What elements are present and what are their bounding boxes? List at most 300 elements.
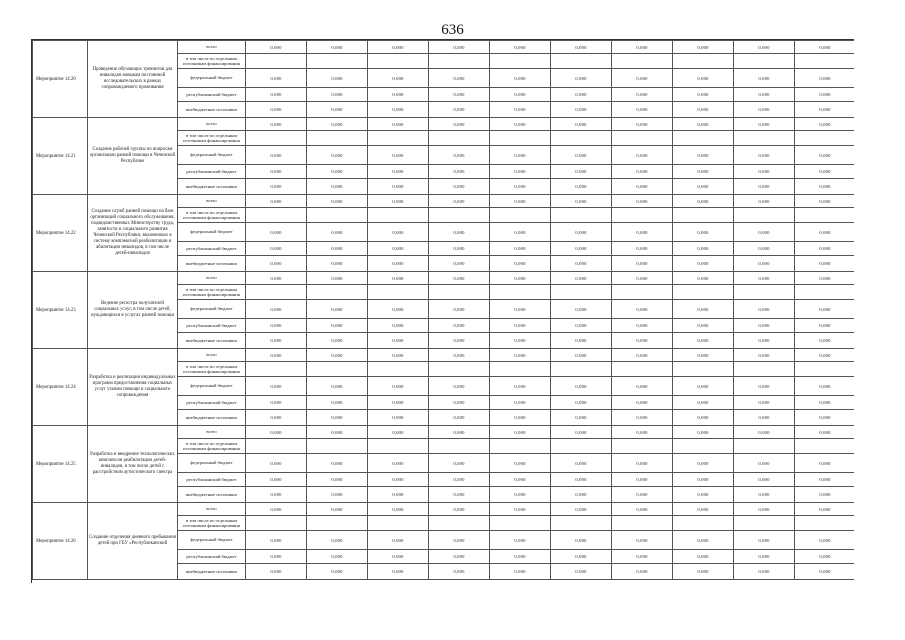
amount-cell: 0,000 bbox=[490, 550, 551, 564]
amount-cell: 0,000 bbox=[612, 503, 673, 516]
amount-cell bbox=[307, 439, 368, 454]
amount-cell bbox=[490, 131, 551, 146]
amount-cell: 0,000 bbox=[612, 179, 673, 195]
funding-source: внебюджетные источники bbox=[178, 564, 246, 580]
funding-source: федеральный бюджет bbox=[178, 377, 246, 396]
amount-cell: 0,000 bbox=[307, 396, 368, 410]
table-row bbox=[33, 195, 855, 208]
amount-cell: 0,000 bbox=[612, 487, 673, 503]
amount-cell: 0,000 bbox=[795, 256, 855, 272]
amount-cell: 0,000 bbox=[368, 349, 429, 362]
amount-cell: 0,000 bbox=[612, 242, 673, 256]
amount-cell: 0,000 bbox=[490, 396, 551, 410]
amount-cell bbox=[551, 362, 612, 377]
amount-cell: 0,000 bbox=[307, 319, 368, 333]
amount-cell: 0,000 bbox=[368, 396, 429, 410]
amount-cell: 0,000 bbox=[795, 88, 855, 102]
amount-cell: 0,000 bbox=[368, 319, 429, 333]
amount-cell: 0,000 bbox=[612, 396, 673, 410]
amount-cell bbox=[307, 362, 368, 377]
amount-cell: 0,000 bbox=[429, 146, 490, 165]
amount-cell bbox=[429, 54, 490, 69]
amount-cell bbox=[551, 285, 612, 300]
amount-cell: 0,000 bbox=[734, 377, 795, 396]
amount-cell: 0,000 bbox=[307, 410, 368, 426]
amount-cell bbox=[795, 439, 855, 454]
amount-cell: 0,000 bbox=[490, 319, 551, 333]
amount-cell: 0,000 bbox=[490, 242, 551, 256]
funding-source: республиканский бюджет bbox=[178, 88, 246, 102]
funding-source: республиканский бюджет bbox=[178, 550, 246, 564]
amount-cell: 0,000 bbox=[673, 242, 734, 256]
amount-cell bbox=[490, 208, 551, 223]
measure-code: Мероприятие 14.25 bbox=[33, 426, 88, 503]
amount-cell: 0,000 bbox=[551, 333, 612, 349]
amount-cell: 0,000 bbox=[551, 396, 612, 410]
amount-cell: 0,000 bbox=[490, 88, 551, 102]
amount-cell: 0,000 bbox=[246, 396, 307, 410]
amount-cell bbox=[673, 54, 734, 69]
measure-description: Создание служб ранней помощи на базе организаций социального обслуживания, подведомственных Министерству труда, занятости и социального развития Чеченской Республики, включенных в систему комплексной реабилитации и абилитации инвалидов, в том числе детей-инвалидов bbox=[88, 195, 178, 272]
amount-cell: 0,000 bbox=[673, 426, 734, 439]
amount-cell: 0,000 bbox=[795, 242, 855, 256]
amount-cell: 0,000 bbox=[490, 377, 551, 396]
page-number: 636 bbox=[441, 22, 464, 38]
amount-cell: 0,000 bbox=[429, 165, 490, 179]
amount-cell: 0,000 bbox=[307, 69, 368, 88]
amount-cell: 0,000 bbox=[551, 88, 612, 102]
amount-cell: 0,000 bbox=[307, 179, 368, 195]
amount-cell bbox=[612, 54, 673, 69]
amount-cell: 0,000 bbox=[429, 118, 490, 131]
amount-cell: 0,000 bbox=[673, 396, 734, 410]
table-row bbox=[33, 426, 855, 439]
amount-cell: 0,000 bbox=[368, 272, 429, 285]
amount-cell: 0,000 bbox=[734, 473, 795, 487]
amount-cell: 0,000 bbox=[429, 550, 490, 564]
amount-cell: 0,000 bbox=[734, 88, 795, 102]
amount-cell: 0,000 bbox=[490, 69, 551, 88]
amount-cell: 0,000 bbox=[307, 473, 368, 487]
amount-cell: 0,000 bbox=[612, 300, 673, 319]
amount-cell: 0,000 bbox=[368, 165, 429, 179]
amount-cell: 0,000 bbox=[734, 487, 795, 503]
amount-cell: 0,000 bbox=[673, 487, 734, 503]
amount-cell bbox=[612, 285, 673, 300]
amount-cell bbox=[246, 439, 307, 454]
amount-cell: 0,000 bbox=[612, 41, 673, 54]
amount-cell: 0,000 bbox=[734, 550, 795, 564]
funding-source: в том числе по отдельным источникам финансирования bbox=[178, 54, 246, 69]
amount-cell: 0,000 bbox=[551, 223, 612, 242]
amount-cell: 0,000 bbox=[551, 179, 612, 195]
amount-cell: 0,000 bbox=[551, 300, 612, 319]
amount-cell: 0,000 bbox=[734, 165, 795, 179]
table-row bbox=[33, 503, 855, 516]
table-row bbox=[33, 41, 855, 54]
funding-source: в том числе по отдельным источникам финансирования bbox=[178, 439, 246, 454]
amount-cell: 0,000 bbox=[734, 102, 795, 118]
funding-source: всего bbox=[178, 503, 246, 516]
amount-cell: 0,000 bbox=[673, 256, 734, 272]
amount-cell bbox=[368, 54, 429, 69]
amount-cell: 0,000 bbox=[307, 41, 368, 54]
amount-cell: 0,000 bbox=[673, 377, 734, 396]
amount-cell: 0,000 bbox=[246, 410, 307, 426]
amount-cell: 0,000 bbox=[734, 564, 795, 580]
funding-source: в том числе по отдельным источникам финансирования bbox=[178, 131, 246, 146]
amount-cell: 0,000 bbox=[673, 333, 734, 349]
amount-cell: 0,000 bbox=[734, 41, 795, 54]
amount-cell: 0,000 bbox=[368, 195, 429, 208]
amount-cell: 0,000 bbox=[307, 531, 368, 550]
amount-cell: 0,000 bbox=[368, 473, 429, 487]
amount-cell: 0,000 bbox=[368, 454, 429, 473]
amount-cell: 0,000 bbox=[429, 473, 490, 487]
amount-cell: 0,000 bbox=[795, 426, 855, 439]
amount-cell: 0,000 bbox=[368, 333, 429, 349]
amount-cell: 0,000 bbox=[612, 531, 673, 550]
amount-cell bbox=[612, 362, 673, 377]
amount-cell: 0,000 bbox=[490, 223, 551, 242]
amount-cell: 0,000 bbox=[673, 503, 734, 516]
amount-cell: 0,000 bbox=[551, 118, 612, 131]
amount-cell: 0,000 bbox=[795, 118, 855, 131]
amount-cell: 0,000 bbox=[795, 349, 855, 362]
funding-source: федеральный бюджет bbox=[178, 69, 246, 88]
amount-cell: 0,000 bbox=[490, 454, 551, 473]
amount-cell: 0,000 bbox=[673, 300, 734, 319]
amount-cell: 0,000 bbox=[795, 223, 855, 242]
amount-cell: 0,000 bbox=[795, 473, 855, 487]
amount-cell: 0,000 bbox=[246, 377, 307, 396]
amount-cell: 0,000 bbox=[612, 165, 673, 179]
funding-source: республиканский бюджет bbox=[178, 319, 246, 333]
amount-cell: 0,000 bbox=[307, 503, 368, 516]
budget-table bbox=[32, 40, 854, 580]
amount-cell: 0,000 bbox=[551, 195, 612, 208]
amount-cell: 0,000 bbox=[490, 473, 551, 487]
funding-source: внебюджетные источники bbox=[178, 102, 246, 118]
amount-cell bbox=[490, 285, 551, 300]
amount-cell: 0,000 bbox=[246, 256, 307, 272]
amount-cell bbox=[490, 362, 551, 377]
amount-cell: 0,000 bbox=[429, 349, 490, 362]
amount-cell: 0,000 bbox=[673, 165, 734, 179]
amount-cell: 0,000 bbox=[673, 272, 734, 285]
amount-cell: 0,000 bbox=[429, 410, 490, 426]
amount-cell: 0,000 bbox=[795, 41, 855, 54]
amount-cell: 0,000 bbox=[673, 102, 734, 118]
table-row bbox=[33, 118, 855, 131]
funding-source: внебюджетные источники bbox=[178, 487, 246, 503]
amount-cell: 0,000 bbox=[368, 88, 429, 102]
amount-cell: 0,000 bbox=[795, 102, 855, 118]
amount-cell: 0,000 bbox=[307, 564, 368, 580]
amount-cell: 0,000 bbox=[368, 487, 429, 503]
amount-cell bbox=[551, 54, 612, 69]
funding-source: республиканский бюджет bbox=[178, 165, 246, 179]
amount-cell bbox=[246, 131, 307, 146]
amount-cell bbox=[429, 516, 490, 531]
amount-cell: 0,000 bbox=[551, 242, 612, 256]
amount-cell: 0,000 bbox=[307, 223, 368, 242]
amount-cell: 0,000 bbox=[673, 454, 734, 473]
amount-cell: 0,000 bbox=[551, 272, 612, 285]
amount-cell: 0,000 bbox=[429, 102, 490, 118]
amount-cell: 0,000 bbox=[490, 349, 551, 362]
amount-cell: 0,000 bbox=[307, 454, 368, 473]
amount-cell: 0,000 bbox=[551, 146, 612, 165]
amount-cell: 0,000 bbox=[612, 473, 673, 487]
amount-cell: 0,000 bbox=[246, 165, 307, 179]
funding-source: всего bbox=[178, 195, 246, 208]
amount-cell: 0,000 bbox=[734, 333, 795, 349]
amount-cell bbox=[551, 439, 612, 454]
amount-cell: 0,000 bbox=[673, 410, 734, 426]
amount-cell: 0,000 bbox=[795, 179, 855, 195]
amount-cell: 0,000 bbox=[795, 165, 855, 179]
funding-source: в том числе по отдельным источникам финансирования bbox=[178, 285, 246, 300]
amount-cell: 0,000 bbox=[734, 256, 795, 272]
funding-source: федеральный бюджет bbox=[178, 146, 246, 165]
amount-cell: 0,000 bbox=[246, 300, 307, 319]
amount-cell: 0,000 bbox=[368, 503, 429, 516]
amount-cell bbox=[429, 362, 490, 377]
amount-cell: 0,000 bbox=[246, 179, 307, 195]
amount-cell: 0,000 bbox=[307, 377, 368, 396]
amount-cell: 0,000 bbox=[551, 256, 612, 272]
amount-cell: 0,000 bbox=[612, 69, 673, 88]
amount-cell: 0,000 bbox=[490, 272, 551, 285]
amount-cell: 0,000 bbox=[490, 195, 551, 208]
funding-source: республиканский бюджет bbox=[178, 473, 246, 487]
amount-cell: 0,000 bbox=[307, 102, 368, 118]
amount-cell bbox=[673, 131, 734, 146]
amount-cell: 0,000 bbox=[612, 118, 673, 131]
amount-cell bbox=[429, 131, 490, 146]
amount-cell: 0,000 bbox=[490, 118, 551, 131]
amount-cell: 0,000 bbox=[246, 272, 307, 285]
measure-code: Мероприятие 14.23 bbox=[33, 272, 88, 349]
amount-cell bbox=[734, 285, 795, 300]
amount-cell bbox=[368, 362, 429, 377]
amount-cell bbox=[368, 131, 429, 146]
amount-cell: 0,000 bbox=[307, 349, 368, 362]
amount-cell: 0,000 bbox=[673, 69, 734, 88]
amount-cell bbox=[307, 208, 368, 223]
amount-cell: 0,000 bbox=[612, 410, 673, 426]
amount-cell: 0,000 bbox=[734, 272, 795, 285]
amount-cell bbox=[429, 208, 490, 223]
amount-cell: 0,000 bbox=[795, 454, 855, 473]
amount-cell: 0,000 bbox=[551, 165, 612, 179]
amount-cell bbox=[734, 131, 795, 146]
amount-cell: 0,000 bbox=[490, 165, 551, 179]
amount-cell: 0,000 bbox=[429, 564, 490, 580]
amount-cell: 0,000 bbox=[246, 195, 307, 208]
amount-cell bbox=[795, 516, 855, 531]
table-row bbox=[33, 349, 855, 362]
amount-cell: 0,000 bbox=[368, 118, 429, 131]
amount-cell: 0,000 bbox=[429, 531, 490, 550]
amount-cell: 0,000 bbox=[429, 179, 490, 195]
amount-cell bbox=[795, 54, 855, 69]
amount-cell: 0,000 bbox=[429, 319, 490, 333]
amount-cell: 0,000 bbox=[673, 473, 734, 487]
amount-cell: 0,000 bbox=[795, 531, 855, 550]
funding-source: внебюджетные источники bbox=[178, 333, 246, 349]
amount-cell: 0,000 bbox=[368, 300, 429, 319]
measure-description: Разработка и внедрение технологических комплексов реабилитации детей-инвалидов, в том числе детей с расстройством аутистического спектра bbox=[88, 426, 178, 503]
budget-table-body bbox=[33, 41, 855, 580]
amount-cell bbox=[307, 54, 368, 69]
funding-source: внебюджетные источники bbox=[178, 179, 246, 195]
amount-cell bbox=[734, 439, 795, 454]
amount-cell bbox=[429, 285, 490, 300]
amount-cell: 0,000 bbox=[734, 454, 795, 473]
amount-cell bbox=[490, 516, 551, 531]
measure-description: Создание отделения дневного пребывания детей при ГБУ «Республиканский bbox=[88, 503, 178, 580]
amount-cell: 0,000 bbox=[734, 503, 795, 516]
amount-cell: 0,000 bbox=[551, 410, 612, 426]
amount-cell: 0,000 bbox=[246, 319, 307, 333]
amount-cell: 0,000 bbox=[429, 300, 490, 319]
amount-cell: 0,000 bbox=[551, 426, 612, 439]
amount-cell: 0,000 bbox=[551, 454, 612, 473]
amount-cell: 0,000 bbox=[795, 503, 855, 516]
amount-cell: 0,000 bbox=[368, 102, 429, 118]
amount-cell bbox=[795, 362, 855, 377]
amount-cell bbox=[246, 516, 307, 531]
amount-cell bbox=[612, 516, 673, 531]
amount-cell: 0,000 bbox=[368, 377, 429, 396]
amount-cell: 0,000 bbox=[246, 503, 307, 516]
amount-cell: 0,000 bbox=[551, 564, 612, 580]
amount-cell: 0,000 bbox=[490, 503, 551, 516]
amount-cell bbox=[246, 208, 307, 223]
amount-cell: 0,000 bbox=[673, 41, 734, 54]
amount-cell: 0,000 bbox=[246, 88, 307, 102]
amount-cell: 0,000 bbox=[551, 531, 612, 550]
amount-cell bbox=[795, 285, 855, 300]
amount-cell: 0,000 bbox=[368, 531, 429, 550]
amount-cell: 0,000 bbox=[795, 272, 855, 285]
amount-cell: 0,000 bbox=[734, 195, 795, 208]
amount-cell: 0,000 bbox=[734, 531, 795, 550]
amount-cell bbox=[551, 131, 612, 146]
funding-source: всего bbox=[178, 41, 246, 54]
amount-cell: 0,000 bbox=[307, 242, 368, 256]
funding-source: внебюджетные источники bbox=[178, 410, 246, 426]
amount-cell: 0,000 bbox=[612, 377, 673, 396]
amount-cell bbox=[673, 439, 734, 454]
amount-cell bbox=[734, 54, 795, 69]
amount-cell: 0,000 bbox=[734, 69, 795, 88]
measure-code: Мероприятие 14.24 bbox=[33, 349, 88, 426]
funding-source: федеральный бюджет bbox=[178, 300, 246, 319]
amount-cell: 0,000 bbox=[673, 195, 734, 208]
amount-cell: 0,000 bbox=[246, 349, 307, 362]
amount-cell: 0,000 bbox=[612, 272, 673, 285]
measure-code: Мероприятие 14.21 bbox=[33, 118, 88, 195]
amount-cell: 0,000 bbox=[795, 487, 855, 503]
amount-cell: 0,000 bbox=[490, 256, 551, 272]
amount-cell: 0,000 bbox=[551, 319, 612, 333]
amount-cell bbox=[734, 362, 795, 377]
amount-cell: 0,000 bbox=[673, 531, 734, 550]
amount-cell bbox=[795, 208, 855, 223]
amount-cell: 0,000 bbox=[490, 333, 551, 349]
measure-description: Проведение обучающих тренингов для инвалидов навыкам постоянной исследовательских в рамках сопровождаемого проживания bbox=[88, 41, 178, 118]
amount-cell: 0,000 bbox=[734, 319, 795, 333]
amount-cell: 0,000 bbox=[368, 223, 429, 242]
amount-cell: 0,000 bbox=[246, 118, 307, 131]
amount-cell: 0,000 bbox=[673, 179, 734, 195]
measure-description: Создание рабочей группы по вопросам организации ранней помощи в Чеченской Республике bbox=[88, 118, 178, 195]
amount-cell bbox=[673, 516, 734, 531]
amount-cell: 0,000 bbox=[795, 550, 855, 564]
amount-cell: 0,000 bbox=[246, 473, 307, 487]
amount-cell bbox=[429, 439, 490, 454]
amount-cell: 0,000 bbox=[612, 349, 673, 362]
amount-cell: 0,000 bbox=[307, 426, 368, 439]
funding-source: республиканский бюджет bbox=[178, 242, 246, 256]
amount-cell: 0,000 bbox=[612, 223, 673, 242]
amount-cell: 0,000 bbox=[795, 396, 855, 410]
amount-cell: 0,000 bbox=[368, 564, 429, 580]
amount-cell bbox=[307, 131, 368, 146]
amount-cell: 0,000 bbox=[734, 349, 795, 362]
amount-cell bbox=[368, 516, 429, 531]
amount-cell: 0,000 bbox=[795, 377, 855, 396]
amount-cell: 0,000 bbox=[795, 319, 855, 333]
amount-cell: 0,000 bbox=[246, 223, 307, 242]
amount-cell: 0,000 bbox=[734, 146, 795, 165]
amount-cell bbox=[551, 516, 612, 531]
amount-cell: 0,000 bbox=[795, 146, 855, 165]
amount-cell: 0,000 bbox=[490, 146, 551, 165]
amount-cell: 0,000 bbox=[795, 69, 855, 88]
amount-cell bbox=[246, 285, 307, 300]
amount-cell: 0,000 bbox=[429, 195, 490, 208]
amount-cell: 0,000 bbox=[673, 118, 734, 131]
amount-cell: 0,000 bbox=[368, 426, 429, 439]
amount-cell: 0,000 bbox=[490, 487, 551, 503]
amount-cell bbox=[246, 54, 307, 69]
amount-cell: 0,000 bbox=[368, 69, 429, 88]
amount-cell bbox=[490, 54, 551, 69]
amount-cell: 0,000 bbox=[429, 223, 490, 242]
amount-cell: 0,000 bbox=[612, 550, 673, 564]
amount-cell: 0,000 bbox=[551, 550, 612, 564]
amount-cell: 0,000 bbox=[551, 69, 612, 88]
amount-cell: 0,000 bbox=[734, 300, 795, 319]
amount-cell: 0,000 bbox=[307, 256, 368, 272]
amount-cell: 0,000 bbox=[307, 272, 368, 285]
amount-cell: 0,000 bbox=[246, 41, 307, 54]
amount-cell: 0,000 bbox=[734, 242, 795, 256]
amount-cell: 0,000 bbox=[795, 300, 855, 319]
amount-cell: 0,000 bbox=[368, 146, 429, 165]
funding-source: в том числе по отдельным источникам финансирования bbox=[178, 362, 246, 377]
amount-cell: 0,000 bbox=[307, 195, 368, 208]
amount-cell: 0,000 bbox=[368, 550, 429, 564]
amount-cell: 0,000 bbox=[551, 377, 612, 396]
table-row bbox=[33, 272, 855, 285]
funding-source: внебюджетные источники bbox=[178, 256, 246, 272]
amount-cell: 0,000 bbox=[307, 300, 368, 319]
